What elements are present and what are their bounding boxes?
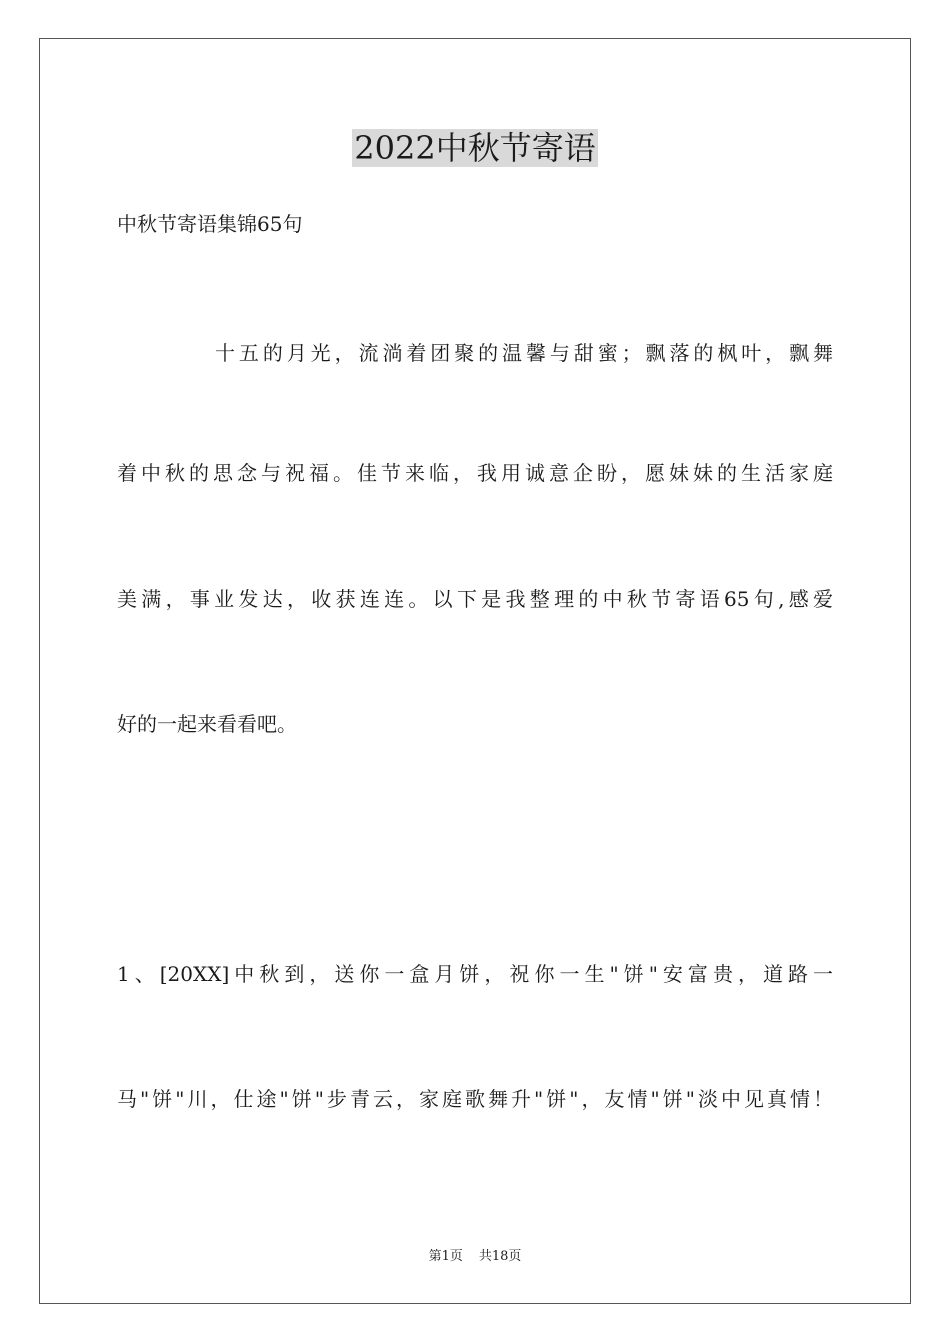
document-subtitle: 中秋节寄语集锦65句 (117, 212, 303, 236)
document-title (0, 126, 950, 170)
item-1-line-1: 1、[20XX]中秋到，送你一盒月饼，祝你一生"饼"安富贵，道路一 (117, 962, 833, 986)
intro-line-4: 好的一起来看看吧。 (117, 712, 297, 736)
page-number: 第1页 (428, 1249, 463, 1264)
intro-line-2: 着中秋的思念与祝福。佳节来临，我用诚意企盼，愿妹妹的生活家庭 (117, 461, 833, 485)
intro-line-3: 美满，事业发达，收获连连。以下是我整理的中秋节寄语65句,感爱 (117, 587, 833, 611)
title-text: 2022中秋节寄语 (354, 129, 596, 167)
item-1-line-2: 马"饼"川，仕途"饼"步青云，家庭歌舞升"饼"，友情"饼"淡中见真情！ (117, 1087, 833, 1111)
page-total: 共18页 (478, 1249, 522, 1264)
intro-line-1: 十五的月光，流淌着团聚的温馨与甜蜜；飘落的枫叶，飘舞 (215, 341, 833, 365)
page-footer (0, 1248, 950, 1266)
